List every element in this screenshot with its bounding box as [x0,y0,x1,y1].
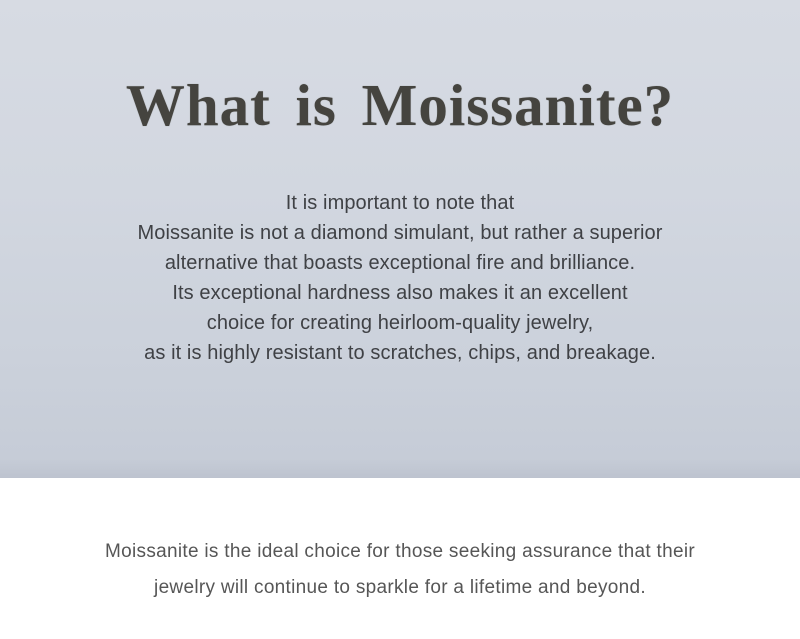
intro-paragraph [0,188,800,368]
footer-section [0,478,800,639]
page-title: What is Moissanite? [125,72,675,138]
intro-line: choice for creating heirloom-quality jewelry, [206,312,594,334]
intro-line: alternative that boasts exceptional fire and brilliance. [164,252,636,274]
intro-line: as it is highly resistant to scratches, chips, and breakage. [144,342,656,364]
intro-line: Moissanite is not a diamond simulant, but rather a superior [137,222,663,244]
intro-line: Its exceptional hardness also makes it an excellent [172,282,628,304]
intro-line: It is important to note that [285,192,515,214]
footer-line: Moissanite is the ideal choice for those seeking assurance that their [105,541,695,562]
footer-line: jewelry will continue to sparkle for a lifetime and beyond. [154,577,646,598]
